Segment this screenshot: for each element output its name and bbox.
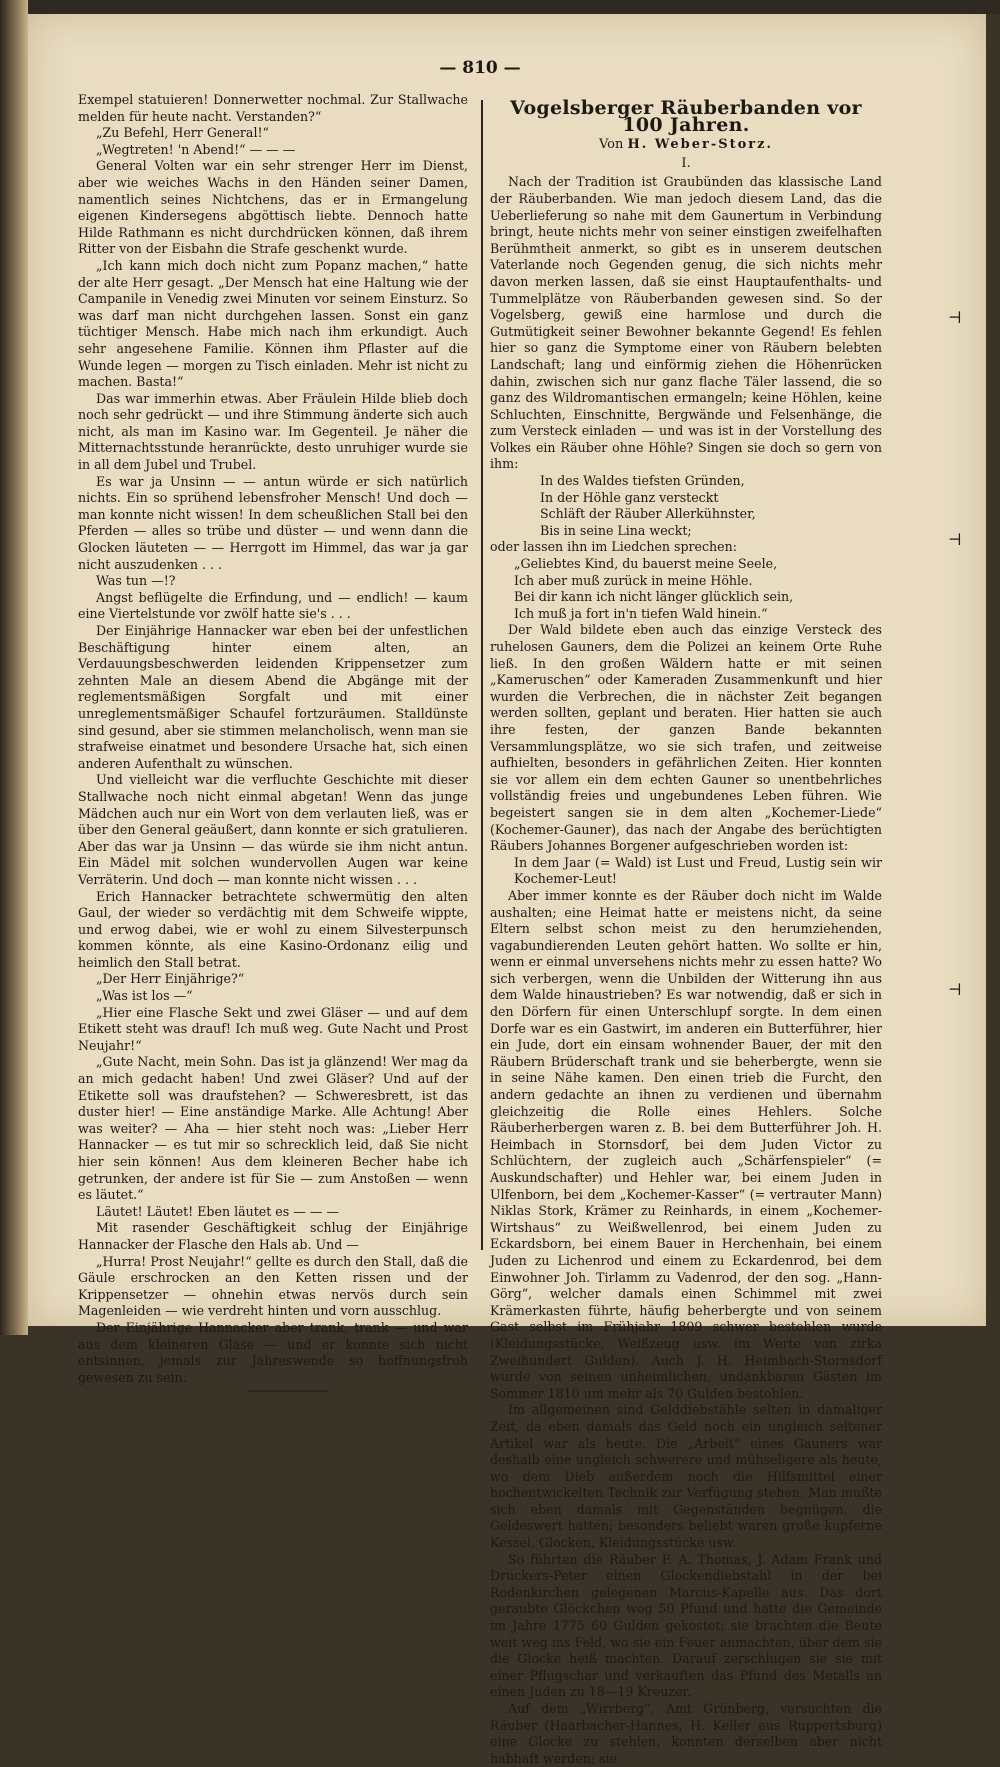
paragraph: Erich Hannacker betrachtete schwermütig den alten Gaul, der wieder so verdächtig mit dem Schweife wippte, und erwog dabei, wie er wohl zu einem Silvesterpunsch kommen könnte, als eine Kasino-Ordonanz eilig und heimlich den Stall betrat. xyxy=(78,888,468,970)
paragraph: Das war immerhin etwas. Aber Fräulein Hilde blieb doch noch sehr gedrückt — und ihre Stimmung änderte sich auch nicht, als man im Kasino war. Im Gegenteil. Je näher die Mitternachtsstunde heranrückte, desto unruhiger wurde sie in all dem Jubel und Trubel. xyxy=(78,390,468,473)
paragraph: General Volten war ein sehr strenger Herr im Dienst, aber wie weiches Wachs in den Händen seiner Damen, namentlich seines Nichtchens, das er in Ermangelung eigenen Kindersegens abgöttisch liebte. Dennoch hatte Hilde Rathmann es nicht durchdrücken können, daß ihrem Ritter von der Eisbahn die Strafe geschenkt wurde. xyxy=(78,158,468,257)
page-number: — 810 — xyxy=(439,58,521,78)
section-number: I. xyxy=(681,155,691,171)
left-column xyxy=(78,92,468,1392)
paragraph: Angst beflügelte die Erfindung, und — endlich! — kaum eine Viertelstunde vor zwölf hatte sie's . . . xyxy=(78,589,468,622)
paragraph: Der Einjährige Hannacker aber trank, trank — und war aus dem kleineren Glase — und er konnte sich nicht entsinnen, jemals zur Jahreswende so hoffnungsfroh gewesen zu sein. xyxy=(78,1319,468,1385)
paragraph: „Zu Befehl, Herr General!“ xyxy=(96,125,269,141)
paragraph: So führten die Räuber F. A. Thomas, J. Adam Frank und Druckers-Peter einen Glockendiebstahl in der bei Rodenkirchen gelegenen Marcus-Kapelle aus. Das dort geraubte Glöckchen wog 50 Pfund und hatte die Gemeinde im Jahre 1775 60 Gulden gekostet; sie brachten die Beute weit weg ins Feld, wo sie ein Feuer anmachten, über dem sie die Glocke heiß machten. Darauf zerschlugen sie sie mit einer Pflugschar und verkauften das Pfund des Metalls an einen Juden zu 18—19 Kreuzer. xyxy=(490,1551,882,1700)
right-column xyxy=(490,92,882,1767)
paragraph: Exempel statuieren! Donnerwetter nochmal. Zur Stallwache melden für heute nacht. Verstanden?“ xyxy=(78,92,468,124)
byline xyxy=(490,137,882,154)
paragraph: Was tun —!? xyxy=(96,573,176,589)
paragraph: Mit rasender Geschäftigkeit schlug der Einjährige Hannacker der Flasche den Hals ab. Und — xyxy=(78,1220,468,1252)
paragraph: Im allgemeinen sind Gelddiebstähle selten in damaliger Zeit, da eben damals das Geld noch ein ungleich seltener Artikel war als heute. Die „Arbeit“ eines Gauners war deshalb eine ungleich schwerere und mühseligere als heute, wo dem Dieb außerdem noch die Hilfsmittel einer hochentwickelten Technik zur Verfügung stehen. Man mußte sich eben damals mit Gegenständen begnügen, die Geldeswert hatten; besonders beliebt waren große kupferne Kessel, Glocken, Kleidungsstücke usw. xyxy=(490,1402,882,1551)
scan-margin-mark: ⊣ xyxy=(948,530,962,549)
paragraph: „Was ist los —“ xyxy=(96,988,193,1004)
paragraph: Nach der Tradition ist Graubünden das klassische Land der Räuberbanden. Wie man jedoch diesem Land, das die Ueberlieferung so nahe mit dem Gaunertum in Verbindung bringt, heute nichts mehr von seiner einstigen zweifelhaften Berühmtheit anmerkt, so gibt es in unserem deutschen Vaterlande noch Gegenden genug, die sich nichts mehr davon merken lassen, daß sie einst Hauptaufenthalts- und Tummelplätze von Räuberbanden gewesen sind. So der Vogelsberg, gewiß eine harmlose und durch die Gutmütigkeit seiner Bewohner bekannte Gegend! Es fehlen hier so ganz die Symptome einer von Räubern belebten Landschaft; lang und einförmig ziehen die Höhenrücken dahin, zwischen sich nur ganz flache Täler lassend, die so ganz des Wildromantischen ermangeln; keine Höhlen, keine Schluchten, Einschnitte, Bergwände und Felsenhänge, die zum Versteck einladen — und was ist in der Vorstellung des Volkes ein Räuber ohne Höhle? Singen sie doch so gern von ihm: xyxy=(490,174,882,472)
verse-line: In dem Jaar (= Wald) ist Lust und Freud, Lustig sein wir Kochemer-Leut! xyxy=(514,854,882,887)
paragraph: Läutet! Läutet! Eben läutet es — — — xyxy=(96,1203,339,1219)
paragraph: „Hier eine Flasche Sekt und zwei Gläser — und auf dem Etikett steht was drauf! Ich muß weg. Gute Nacht und Prost Neujahr!“ xyxy=(78,1004,468,1053)
byline-prefix: Von xyxy=(598,137,624,153)
paragraph: Es war ja Unsinn — — antun würde er sich natürlich nichts. Ein so sprühend lebensfroher Mensch! Und doch — man konnte nicht wissen! In dem scheußlichen Stall bei den Pferden — alles so trübe und düster — und wenn dann die Glocken läuteten — — Herrgott im Himmel, das war ja gar nicht auszudenken . . . xyxy=(78,473,468,572)
verse-line: Ich aber muß zurück in meine Höhle. xyxy=(514,572,753,588)
paragraph: „Hurra! Prost Neujahr!“ gellte es durch den Stall, daß die Gäule erschrocken an den Ketten rissen und der Krippensetzer — ohnehin etwas nervös durch sein Magenleiden — wie verdreht hinten und vorn ausschlug. xyxy=(78,1253,468,1319)
story-end-rule xyxy=(248,1390,328,1392)
scan-binding-edge xyxy=(0,0,28,1335)
paragraph: „Ich kann mich doch nicht zum Popanz machen,“ hatte der alte Herr gesagt. „Der Mensch hat eine Haltung wie der Campanile in Venedig zwei Minuten vor seinem Einsturz. So was darf man nicht durchgehen lassen. Sonst ein ganz tüchtiger Mensch. Habe mich nach ihm erkundigt. Auch sehr angesehene Familie. Können ihm Pflaster auf die Wunde legen — morgen zu Tisch einladen. Mehr ist nicht zu machen. Basta!“ xyxy=(78,257,468,390)
scan-margin-mark: ⊣ xyxy=(948,980,962,999)
paragraph: „Gute Nacht, mein Sohn. Das ist ja glänzend! Wer mag da an mich gedacht haben! Und zwei Gläser? Und auf der Etikette soll was draufstehen? — Schweresbrett, ist das duster hier! — Eine anständige Marke. Alle Achtung! Aber was weiter? — Aha — hier steht noch was: „Lieber Herr Hannacker — es tut mir so schrecklich leid, daß Sie nicht hier sein können! Aus dem kleineren Becher habe ich getrunken, der andere ist für Sie — zum Anstoßen — wenn es läutet.“ xyxy=(78,1054,468,1203)
paragraph: „Wegtreten! 'n Abend!“ — — — xyxy=(96,141,296,157)
column-divider xyxy=(481,100,483,1250)
verse-line: „Geliebtes Kind, du bauerst meine Seele, xyxy=(514,556,778,572)
verse-line: In des Waldes tiefsten Gründen, xyxy=(540,473,745,489)
paragraph: Aber immer konnte es der Räuber doch nicht im Walde aushalten; eine Heimat hatte er meistens nicht, da seine Eltern selbst schon meist zu den herumziehenden, vagabundierenden Leuten gehört hatten. Wo sollte er hin, wenn er einmal unversehens nichts mehr zu essen hatte? Wo sich verbergen, wenn die Unbilden der Witterung ihn aus dem Walde hinaustrieben? Es war notwendig, daß er sich in den Dörfern für einen Unterschlupf sorgte. In dem einen Dorfe war es ein Gastwirt, im anderen ein Butterführer, hier ein Jude, dort ein einsam wohnender Bauer, der mit den Räubern Brüderschaft trank und sie beherbergte, wenn sie in seine Nähe kamen. Den einen trieb die Furcht, den andern gedachte an ihnen zu verdienen und übernahm gleichzeitig die Rolle eines Hehlers. Solche Räuberherbergen waren z. B. bei dem Butterführer Joh. H. Heimbach in Stornsdorf, bei dem Juden Victor zu Schlüchtern, der zugleich auch „Schärfenspieler“ (= Auskundschafter) und Hehler war, bei einem Juden in Ulfenborn, bei dem „Kochemer-Kasser“ (= vertrauter Mann) Niklas Stork, Krämer zu Reinhards, in einem „Kochemer-Wirtshaus“ zu Weißwellenrod, bei einem Juden zu Eckardsborn, bei einem Bauer in Herchenhain, bei einem Juden zu Lichenrod und einem zu Eckardenrod, bei dem Einwohner Joh. Tirlamm zu Vadenrod, der den sog. „Hann-Görg“, welcher damals einen Schimmel mit zwei Krämerkasten führte, häufig beherbergte und von seinem Gast selbst im Frühjahr 1809 schwer bestohlen wurde (Kleidungsstücke, Weißzeug usw. im Werte von zirka Zweihundert Gulden). Auch J. H. Heimbach-Stornsdorf wurde von seinen unheimlichen, undankbaren Gästen im Sommer 1810 um mehr als 70 Gulden bestohlen. xyxy=(490,887,882,1401)
byline-author: H. Weber-Storz. xyxy=(627,137,774,153)
paragraph: oder lassen ihn im Liedchen sprechen: xyxy=(490,539,737,555)
verse-line: Ich muß ja fort in'n tiefen Wald hinein.“ xyxy=(514,605,768,621)
scan-margin-mark: ⊣ xyxy=(948,308,962,327)
verse-line: In der Höhle ganz versteckt xyxy=(540,489,719,505)
verse-line: Schläft der Räuber Allerkühnster, xyxy=(540,506,756,522)
paragraph: Auf dem „Wirrberg“, Amt Grünberg, versuchten die Räuber (Haarbacher-Hannes, H. Keller aus Ruppertsburg) eine Glocke zu stehlen, konnten derselben aber nicht habhaft werden; sie xyxy=(490,1701,882,1766)
verse-line: Bei dir kann ich nicht länger glücklich sein, xyxy=(514,589,794,605)
paragraph: Und vielleicht war die verfluchte Geschichte mit dieser Stallwache noch nicht einmal abgetan! Wenn das junge Mädchen auch nur ein Wort von dem verlauten ließ, was er über den General geäußert, dann konnte er sich gratulieren. Aber das war ja Unsinn — das würde sie ihm nicht antun. Ein Mädel mit solchen wundervollen Augen war keine Verräterin. Und doch — man konnte nicht wissen . . . xyxy=(78,772,468,887)
verse-line: Bis in seine Lina weckt; xyxy=(540,522,692,538)
scan-top-edge xyxy=(0,0,1000,14)
paragraph: „Der Herr Einjährige?“ xyxy=(96,971,245,987)
paragraph: Der Wald bildete eben auch das einzige Versteck des ruhelosen Gauners, dem die Polizei an keinem Orte Ruhe ließ. In den großen Wäldern hatte er mit seinen „Kameruschen“ oder Kameraden Zusammenkunft und hier wurden die Verbrechen, die in nächster Zeit begangen werden sollten, geplant und beraten. Hier hatten sie auch ihre festen, der ganzen Bande bekannten Versammlungsplätze, wo sie sich trafen, und zeitweise aufhielten, besonders in gefährlichen Zeiten. Hier konnten sie vor allem ein dem echten Gauner so unentbehrliches vollständig freies und ungebundenes Leben führen. Wie begeistert sangen sie in dem alten „Kochemer-Liede“ (Kochemer-Gauner), das nach der Angabe des berüchtigten Räubers Johannes Borgener aufgeschrieben worden ist: xyxy=(490,622,882,854)
article-title: Vogelsberger Räuberbanden vor 100 Jahren. xyxy=(510,97,862,136)
paragraph: Der Einjährige Hannacker war eben bei der unfestlichen Beschäftigung hinter einem alten, an Verdauungsbeschwerden leidenden Krippensetzer zum zehnten Male an diesem Abend die Abgänge mit der reglementsmäßigen Sorgfalt und mit einer unreglementsmäßiger Schaufel fortzuräumen. Stalldünste sind gesund, aber sie stimmen melancholisch, wenn man sie strafweise einatmet und besondere Ursache hat, sich einen anderen Aufenthalt zu wünschen. xyxy=(78,623,468,771)
